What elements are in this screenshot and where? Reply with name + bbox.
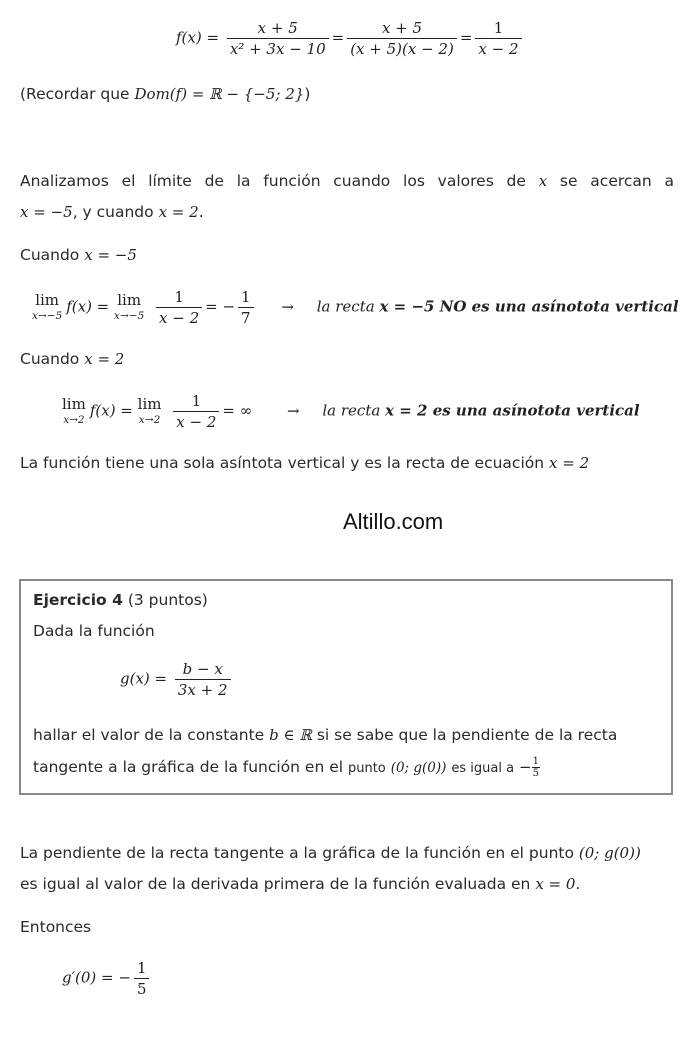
top-equation: f(x) = $\frac{x + 5}{\text{x² + 3x − 10}}$ = $\frac{x + 5}{(x + 5)(x - 2)}$ = $\frac{1}{x - 2}$ bbox=[176, 18, 525, 59]
case-1-conclusion: x = −5 NO es una asínotota vertical bbox=[379, 297, 679, 316]
limit-2: lim x→2 bbox=[137, 394, 162, 426]
solution-line-2: es igual al valor de la derivada primera de la función evaluada en x = 0. bbox=[20, 875, 581, 893]
arrow-icon: → bbox=[287, 401, 300, 420]
g-function: g(x) = $\frac{b - x}{3x + 2}$ bbox=[120, 659, 234, 700]
exercise-intro: Dada la función bbox=[33, 622, 155, 640]
fraction-3: $\frac{1}{x - 2}$ bbox=[475, 18, 521, 59]
g-prime-fraction: $\frac{1}{5}$ bbox=[134, 958, 150, 999]
limit-1: lim x→2 bbox=[62, 394, 86, 426]
limit-2: lim x→−5 bbox=[114, 290, 145, 322]
exercise-line-2: tangente a la gráfica de la función en el punto (0; g(0)) es igual a − $\frac{1}{5}$ bbox=[33, 756, 539, 779]
fraction-1: $\frac{x + 5}{\text{x² + 3x − 10}}$ bbox=[227, 18, 329, 59]
exercise-box bbox=[19, 579, 673, 795]
entonces-label: Entonces bbox=[20, 918, 92, 936]
case-2-conclusion: x = 2 es una asínotota vertical bbox=[385, 401, 640, 420]
arrow-icon: → bbox=[281, 297, 294, 316]
case-1-limit: lim x→−5 f(x) = lim x→−5 $\frac{1}{x - 2}$ = − $\frac{1}{7}$ → la recta x = −5 NO es una asínotota vertical bbox=[32, 288, 679, 327]
exercise-line-1: hallar el valor de la constante b ∈ ℝ si se sabe que la pendiente de la recta bbox=[33, 726, 618, 744]
exercise-title: Ejercicio 4 (3 puntos) bbox=[33, 591, 208, 609]
limit-fraction: $\frac{1}{x - 2}$ bbox=[173, 391, 219, 432]
result-fraction: $\frac{1}{7}$ bbox=[238, 287, 254, 328]
slope-fraction: $\frac{1}{5}$ bbox=[532, 756, 539, 779]
solution-line-1: La pendiente de la recta tangente a la gráfica de la función en el punto (0; g(0)) bbox=[20, 844, 641, 862]
analysis-line-2: x = −5, y cuando x = 2. bbox=[20, 203, 204, 221]
case-2-limit: lim x→2 f(x) = lim x→2 $\frac{1}{x - 2}$ = ∞ → la recta x = 2 es una asínotota vertical bbox=[62, 392, 640, 431]
conclusion-line: La función tiene una sola asíntota vertical y es la recta de ecuación x = 2 bbox=[20, 454, 590, 472]
limit-1: lim x→−5 bbox=[32, 290, 63, 322]
equation-lhs: f(x) = bbox=[176, 28, 220, 47]
recordar-note: (Recordar que Dom(f) = ℝ − {−5; 2}) bbox=[20, 85, 311, 103]
fraction-2: $\frac{x + 5}{(x + 5)(x - 2)}$ bbox=[347, 18, 457, 59]
g-fraction: $\frac{b - x}{3x + 2}$ bbox=[175, 659, 231, 700]
case-2-label: Cuando x = 2 bbox=[20, 350, 125, 368]
limit-fraction: $\frac{1}{x - 2}$ bbox=[156, 287, 202, 328]
g-prime-equation: g′(0) = − $\frac{1}{5}$ bbox=[62, 958, 152, 999]
watermark-text: Altillo.com bbox=[343, 509, 444, 534]
analysis-line-1: Analizamos el límite de la función cuando los valores de x se acercan a bbox=[20, 172, 674, 190]
case-1-label: Cuando x = −5 bbox=[20, 246, 137, 264]
